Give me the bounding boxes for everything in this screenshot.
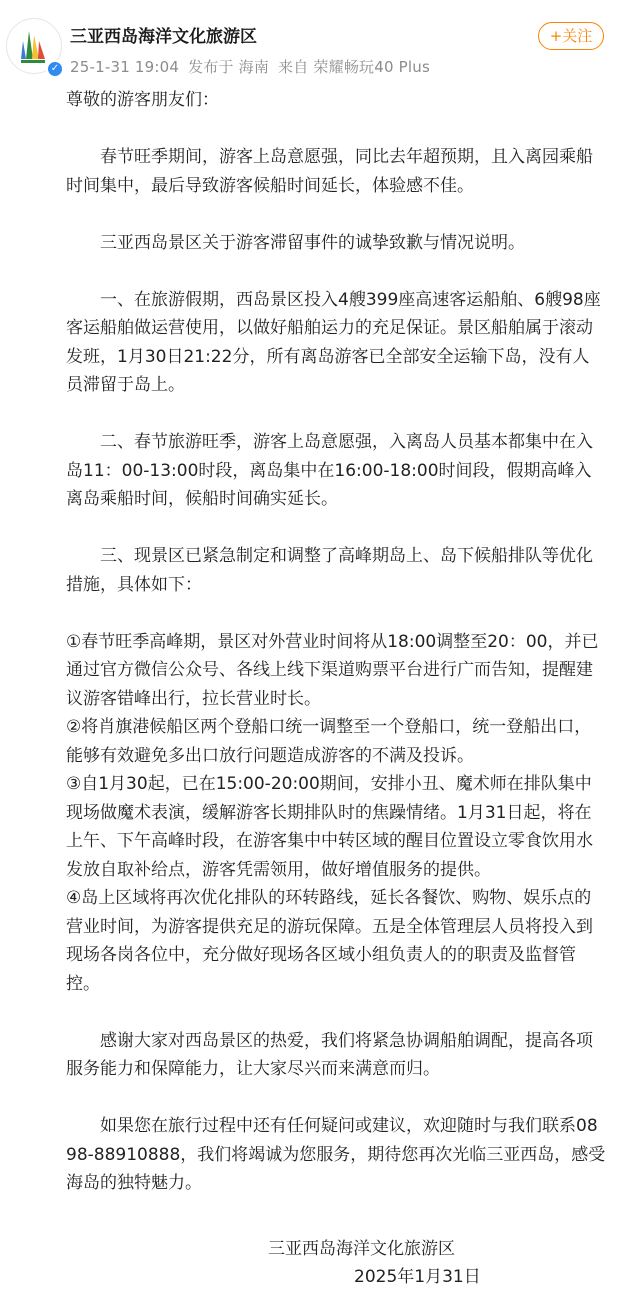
paragraph-2: 三亚西岛景区关于游客滞留事件的诚挚致歉与情况说明。 (100, 232, 525, 253)
measure-2: ②将肖旗港候船区两个登船口统一调整至一个登船口，统一登船出口，能够有效避免多出口放行问题造成游客的不满及投诉。 (66, 717, 592, 766)
post-meta (70, 56, 434, 77)
signature: 三亚西岛海洋文化旅游区 (268, 1239, 455, 1259)
measure-4: ④岛上区域将再次优化排队的环转路线，延长各餐饮、购物、娱乐点的营业时间，为游客提供充足的游玩保障。五是全体管理层人员将投入到现场各岗各位中，充分做好现场各区域小组负责人的的职责及监督管控。 (66, 888, 593, 994)
post-header (0, 0, 622, 86)
measure-1: ①春节旺季高峰期，景区对外营业时间将从18:00调整至20：00，并已通过官方微信公众号、各线上线下渠道购票平台进行广而告知，提醒建议游客错峰出行，拉长营业时长。 (66, 631, 599, 709)
paragraph-4: 二、春节旅游旺季，游客上岛意愿强，入离岛人员基本都集中在入岛11：00-13:00时段，离岛集中在16:00-18:00时间段，假期高峰入离岛乘船时间，候船时间确实延长。 (66, 432, 593, 509)
signature-date: 2025年1月31日 (354, 1267, 481, 1287)
follow-button[interactable]: +关注 (538, 22, 604, 50)
paragraph-5: 三、现景区已紧急制定和调整了高峰期岛上、岛下候船排队等优化措施，具体如下： (66, 546, 593, 595)
post-location: 发布于 海南 (188, 58, 270, 76)
verified-badge-icon: ✓ (46, 60, 64, 78)
measure-3: ③自1月30起，已在15:00-20:00期间，安排小丑、魔术师在排队集中现场做魔术表演，缓解游客长期排队时的焦躁情绪。1月31日起，将在上午、下午高峰时段，在游客集中中转区域的醒目位置设立零食饮用水发放自取补给点，游客凭需领用，做好增值服务的提供。 (66, 774, 593, 880)
paragraph-1: 春节旺季期间，游客上岛意愿强，同比去年超预期，且入离园乘船时间集中，最后导致游客候船时间延长，体验感不佳。 (66, 147, 593, 196)
post-body (66, 86, 606, 1198)
paragraph-7: 如果您在旅行过程中还有任何疑问或建议，欢迎随时与我们联系0898-88910888，我们将竭诚为您服务，期待您再次光临三亚西岛，感受海岛的独特魅力。 (66, 1116, 606, 1193)
greeting: 尊敬的游客朋友们： (66, 90, 219, 110)
post-date: 25-1-31 19:04 (70, 58, 180, 76)
paragraph-3: 一、在旅游假期，西岛景区投入4艘399座高速客运船舶、6艘98座客运船舶做运营使用，以做好船舶运力的充足保证。景区船舶属于滚动发班，1月30日21:22分，所有离岛游客已全部安全运输下岛，没有人员滞留于岛上。 (66, 289, 601, 395)
account-name[interactable]: 三亚西岛海洋文化旅游区 (70, 27, 257, 47)
paragraph-6: 感谢大家对西岛景区的热爱，我们将紧急协调船舶调配，提高各项服务能力和保障能力，让大家尽兴而来满意而归。 (66, 1030, 593, 1079)
post-source: 来自 荣耀畅玩40 Plus (278, 58, 431, 76)
